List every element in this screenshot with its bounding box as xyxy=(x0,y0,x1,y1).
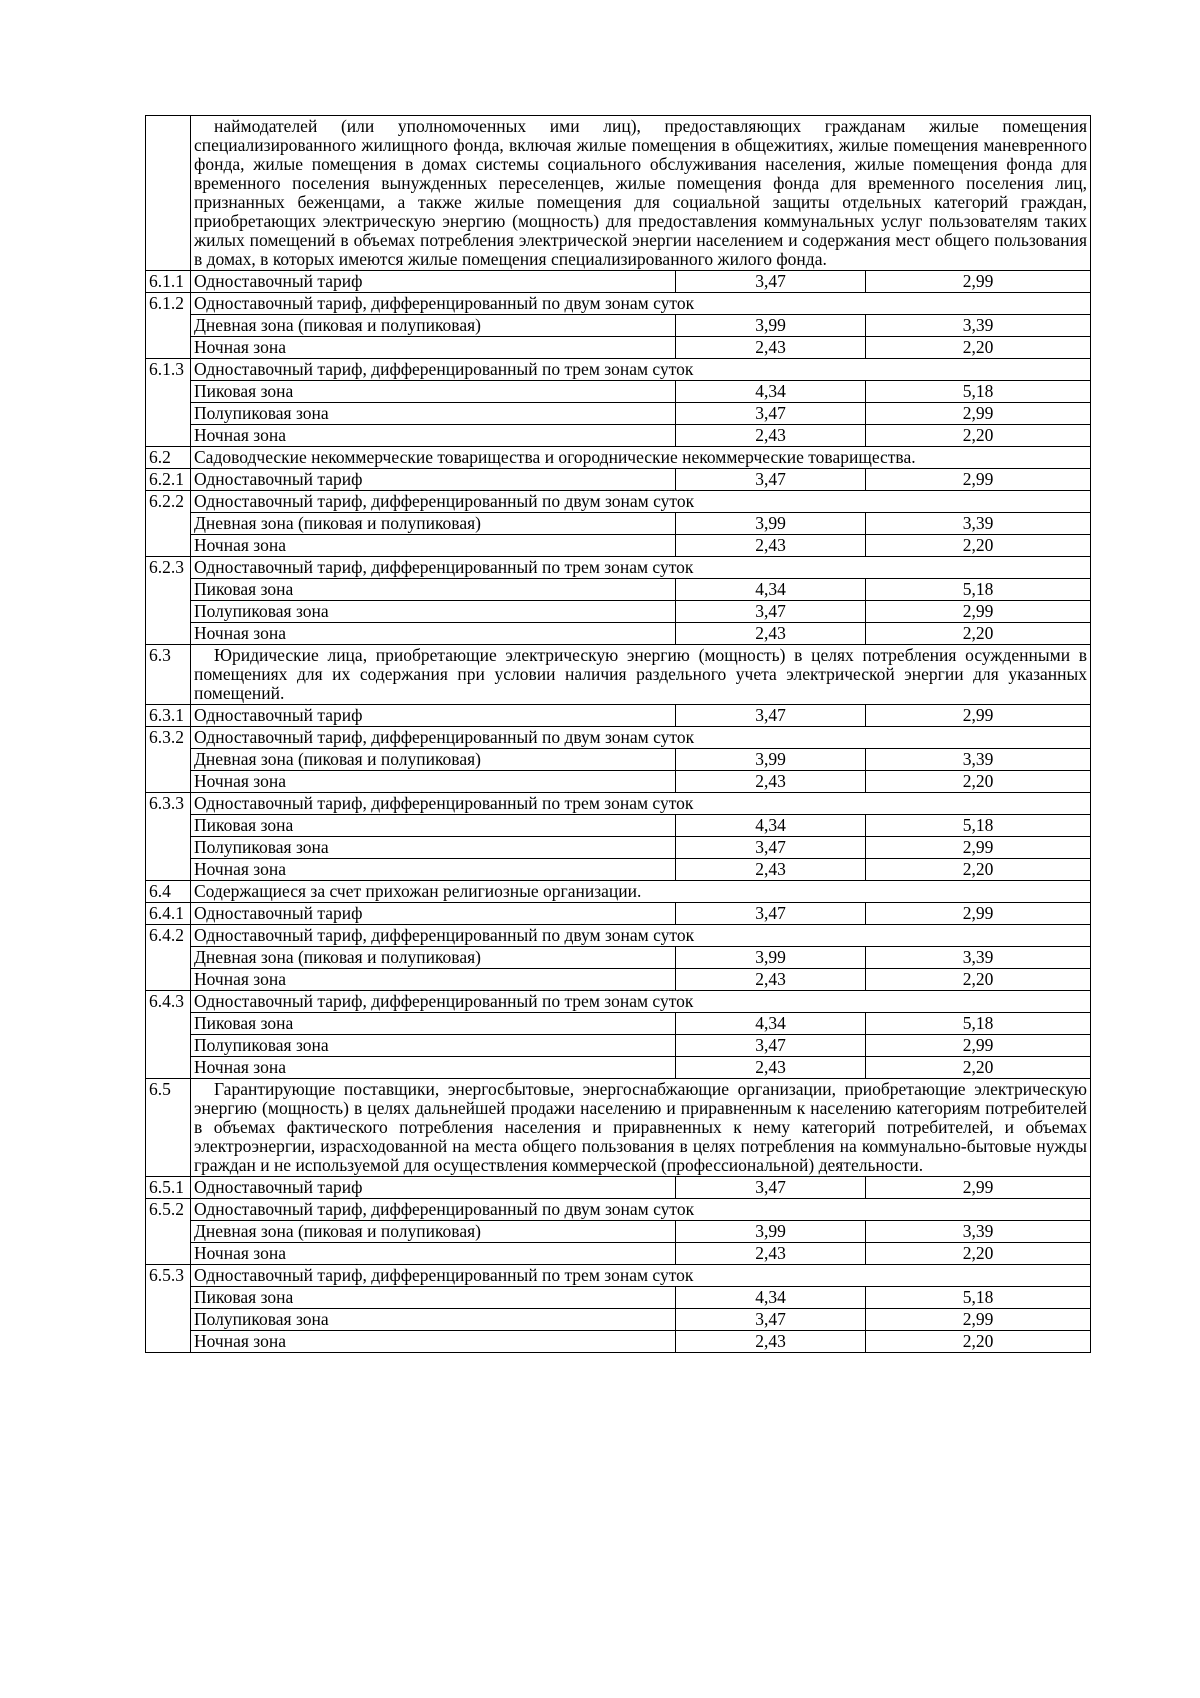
tariff-name: Одноставочный тариф xyxy=(191,903,676,925)
night-zone-row xyxy=(146,1243,1091,1265)
tariff-value-2: 5,18 xyxy=(866,815,1091,837)
tariff-value-1: 2,43 xyxy=(676,623,866,645)
tariff-value-2: 3,39 xyxy=(866,749,1091,771)
tariff-value-1: 3,99 xyxy=(676,947,866,969)
tariff-value-1: 3,99 xyxy=(676,315,866,337)
tariff-name: Одноставочный тариф, дифференцированный по трем зонам суток xyxy=(191,557,1091,579)
tariff-value-2: 5,18 xyxy=(866,579,1091,601)
tariff-name: Полупиковая зона xyxy=(191,1035,676,1057)
section-title: Гарантирующие поставщики, энергосбытовые, энергоснабжающие организации, приобретающие электрическую энергию (мощность) в целях дальнейшей продажи населению и приравненным к населению категориям потребителей в объемах фактического потребления населения и приравненных к нему категорий потребителей, и объемах электроэнергии, израсходованной на места общего пользования в целях потребления на коммунально-бытовые нужды граждан и не используемой для осуществления коммерческой (профессиональной) деятельности. xyxy=(191,1079,1091,1177)
tariff-value-1: 4,34 xyxy=(676,381,866,403)
single-rate-row xyxy=(146,271,1091,293)
intro-num-cell xyxy=(146,116,191,271)
three-zone-header-row xyxy=(146,793,1091,815)
night-zone-row xyxy=(146,1331,1091,1353)
tariff-value-1: 4,34 xyxy=(676,1013,866,1035)
tariff-value-2: 2,20 xyxy=(866,1243,1091,1265)
tariff-value-2: 2,20 xyxy=(866,771,1091,793)
tariff-name: Ночная зона xyxy=(191,771,676,793)
tariff-value-1: 2,43 xyxy=(676,1243,866,1265)
tariff-code: 6.1.2 xyxy=(146,293,191,359)
tariff-name: Ночная зона xyxy=(191,969,676,991)
section-number: 6.3 xyxy=(146,645,191,705)
tariff-name: Ночная зона xyxy=(191,337,676,359)
tariff-value-2: 2,20 xyxy=(866,969,1091,991)
tariff-name: Дневная зона (пиковая и полупиковая) xyxy=(191,1221,676,1243)
tariff-value-1: 3,47 xyxy=(676,1177,866,1199)
tariff-name: Пиковая зона xyxy=(191,579,676,601)
night-zone-row xyxy=(146,859,1091,881)
tariff-value-1: 2,43 xyxy=(676,535,866,557)
tariff-value-1: 3,47 xyxy=(676,601,866,623)
tariff-code: 6.2.2 xyxy=(146,491,191,557)
tariff-value-2: 2,20 xyxy=(866,337,1091,359)
single-rate-row xyxy=(146,469,1091,491)
tariff-table-body xyxy=(146,116,1091,1353)
tariff-code: 6.1.3 xyxy=(146,359,191,447)
day-zone-row xyxy=(146,1221,1091,1243)
tariff-code: 6.4.2 xyxy=(146,925,191,991)
tariff-code: 6.2.3 xyxy=(146,557,191,645)
three-zone-header-row xyxy=(146,1265,1091,1287)
tariff-name: Одноставочный тариф, дифференцированный по трем зонам суток xyxy=(191,359,1091,381)
tariff-name: Полупиковая зона xyxy=(191,1309,676,1331)
tariff-value-2: 2,99 xyxy=(866,1309,1091,1331)
tariff-value-1: 4,34 xyxy=(676,579,866,601)
tariff-name: Полупиковая зона xyxy=(191,403,676,425)
section-title: Садоводческие некоммерческие товарищества и огороднические некоммерческие товарищества. xyxy=(191,447,1091,469)
intro-text: наймодателей (или уполномоченных ими лиц), предоставляющих гражданам жилые помещения специализированного жилищного фонда, включая жилые помещения в общежитиях, жилые помещения маневренного фонда, жилые помещения в домах системы социального обслуживания населения, жилые помещения фонда для временного поселения вынужденных переселенцев, жилые помещения фонда для временного поселения лиц, признанных беженцами, а также жилые помещения для социальной защиты отдельных категорий граждан, приобретающих электрическую энергию (мощность) для предоставления коммунальных услуг пользователям таких жилых помещений в объемах потребления электрической энергии населением и содержания мест общего пользования в домах, в которых имеются жилые помещения специализированного жилого фонда. xyxy=(191,116,1091,271)
tariff-value-1: 3,47 xyxy=(676,837,866,859)
tariff-value-1: 2,43 xyxy=(676,425,866,447)
half-peak-zone-row xyxy=(146,837,1091,859)
tariff-value-1: 3,47 xyxy=(676,403,866,425)
tariff-name: Пиковая зона xyxy=(191,1013,676,1035)
two-zone-header-row xyxy=(146,925,1091,947)
intro-row xyxy=(146,116,1091,271)
peak-zone-row xyxy=(146,579,1091,601)
tariff-value-1: 4,34 xyxy=(676,815,866,837)
tariff-value-2: 2,20 xyxy=(866,535,1091,557)
tariff-value-2: 3,39 xyxy=(866,315,1091,337)
tariff-value-2: 5,18 xyxy=(866,381,1091,403)
tariff-code: 6.5.2 xyxy=(146,1199,191,1265)
tariff-value-2: 2,99 xyxy=(866,1035,1091,1057)
two-zone-header-row xyxy=(146,293,1091,315)
tariff-code: 6.4.1 xyxy=(146,903,191,925)
three-zone-header-row xyxy=(146,557,1091,579)
half-peak-zone-row xyxy=(146,601,1091,623)
single-rate-row xyxy=(146,705,1091,727)
section-title-row xyxy=(146,447,1091,469)
tariff-value-2: 2,99 xyxy=(866,903,1091,925)
section-title: Юридические лица, приобретающие электрическую энергию (мощность) в целях потребления осужденными в помещениях для их содержания при условии наличия раздельного учета электрической энергии для указанных помещений. xyxy=(191,645,1091,705)
two-zone-header-row xyxy=(146,491,1091,513)
tariff-name: Ночная зона xyxy=(191,1331,676,1353)
tariff-name: Одноставочный тариф, дифференцированный по двум зонам суток xyxy=(191,293,1091,315)
single-rate-row xyxy=(146,903,1091,925)
section-title-row xyxy=(146,645,1091,705)
tariff-value-1: 2,43 xyxy=(676,337,866,359)
tariff-code: 6.3.1 xyxy=(146,705,191,727)
section-number: 6.2 xyxy=(146,447,191,469)
tariff-value-2: 3,39 xyxy=(866,513,1091,535)
peak-zone-row xyxy=(146,1287,1091,1309)
tariff-name: Пиковая зона xyxy=(191,1287,676,1309)
tariff-page xyxy=(145,115,1090,1353)
tariff-value-2: 2,99 xyxy=(866,469,1091,491)
tariff-name: Ночная зона xyxy=(191,1057,676,1079)
tariff-value-1: 3,99 xyxy=(676,513,866,535)
tariff-value-2: 2,20 xyxy=(866,1057,1091,1079)
peak-zone-row xyxy=(146,381,1091,403)
two-zone-header-row xyxy=(146,727,1091,749)
tariff-value-2: 2,20 xyxy=(866,1331,1091,1353)
tariff-code: 6.5.1 xyxy=(146,1177,191,1199)
tariff-table xyxy=(145,115,1091,1353)
tariff-name: Одноставочный тариф, дифференцированный по трем зонам суток xyxy=(191,991,1091,1013)
night-zone-row xyxy=(146,969,1091,991)
night-zone-row xyxy=(146,1057,1091,1079)
half-peak-zone-row xyxy=(146,1309,1091,1331)
tariff-value-2: 2,99 xyxy=(866,403,1091,425)
three-zone-header-row xyxy=(146,991,1091,1013)
tariff-name: Одноставочный тариф, дифференцированный по трем зонам суток xyxy=(191,793,1091,815)
section-number: 6.5 xyxy=(146,1079,191,1177)
tariff-value-2: 2,99 xyxy=(866,705,1091,727)
tariff-code: 6.1.1 xyxy=(146,271,191,293)
tariff-name: Одноставочный тариф, дифференцированный по двум зонам суток xyxy=(191,727,1091,749)
tariff-name: Дневная зона (пиковая и полупиковая) xyxy=(191,315,676,337)
peak-zone-row xyxy=(146,1013,1091,1035)
tariff-name: Ночная зона xyxy=(191,859,676,881)
tariff-name: Пиковая зона xyxy=(191,381,676,403)
tariff-name: Дневная зона (пиковая и полупиковая) xyxy=(191,947,676,969)
tariff-name: Одноставочный тариф xyxy=(191,1177,676,1199)
night-zone-row xyxy=(146,425,1091,447)
night-zone-row xyxy=(146,623,1091,645)
night-zone-row xyxy=(146,771,1091,793)
tariff-value-2: 5,18 xyxy=(866,1013,1091,1035)
section-title-row xyxy=(146,1079,1091,1177)
tariff-value-2: 5,18 xyxy=(866,1287,1091,1309)
tariff-name: Одноставочный тариф, дифференцированный по трем зонам суток xyxy=(191,1265,1091,1287)
section-number: 6.4 xyxy=(146,881,191,903)
tariff-value-2: 3,39 xyxy=(866,947,1091,969)
tariff-value-1: 2,43 xyxy=(676,771,866,793)
half-peak-zone-row xyxy=(146,403,1091,425)
tariff-name: Пиковая зона xyxy=(191,815,676,837)
tariff-code: 6.4.3 xyxy=(146,991,191,1079)
tariff-name: Одноставочный тариф xyxy=(191,705,676,727)
tariff-name: Ночная зона xyxy=(191,1243,676,1265)
tariff-code: 6.5.3 xyxy=(146,1265,191,1353)
tariff-name: Полупиковая зона xyxy=(191,837,676,859)
tariff-name: Дневная зона (пиковая и полупиковая) xyxy=(191,513,676,535)
section-title: Содержащиеся за счет прихожан религиозные организации. xyxy=(191,881,1091,903)
tariff-value-1: 3,47 xyxy=(676,469,866,491)
tariff-value-1: 3,47 xyxy=(676,705,866,727)
tariff-value-2: 2,99 xyxy=(866,1177,1091,1199)
tariff-code: 6.3.2 xyxy=(146,727,191,793)
tariff-name: Одноставочный тариф xyxy=(191,271,676,293)
tariff-value-1: 3,47 xyxy=(676,1309,866,1331)
tariff-name: Полупиковая зона xyxy=(191,601,676,623)
three-zone-header-row xyxy=(146,359,1091,381)
tariff-name: Дневная зона (пиковая и полупиковая) xyxy=(191,749,676,771)
single-rate-row xyxy=(146,1177,1091,1199)
night-zone-row xyxy=(146,337,1091,359)
tariff-value-1: 2,43 xyxy=(676,859,866,881)
tariff-code: 6.3.3 xyxy=(146,793,191,881)
day-zone-row xyxy=(146,315,1091,337)
tariff-value-2: 2,20 xyxy=(866,859,1091,881)
day-zone-row xyxy=(146,513,1091,535)
tariff-name: Одноставочный тариф, дифференцированный по двум зонам суток xyxy=(191,491,1091,513)
tariff-value-1: 2,43 xyxy=(676,1057,866,1079)
two-zone-header-row xyxy=(146,1199,1091,1221)
tariff-name: Одноставочный тариф xyxy=(191,469,676,491)
tariff-value-2: 2,99 xyxy=(866,601,1091,623)
night-zone-row xyxy=(146,535,1091,557)
tariff-name: Одноставочный тариф, дифференцированный по двум зонам суток xyxy=(191,925,1091,947)
tariff-code: 6.2.1 xyxy=(146,469,191,491)
tariff-name: Ночная зона xyxy=(191,425,676,447)
day-zone-row xyxy=(146,947,1091,969)
tariff-value-1: 2,43 xyxy=(676,969,866,991)
tariff-value-2: 2,20 xyxy=(866,425,1091,447)
tariff-name: Ночная зона xyxy=(191,535,676,557)
half-peak-zone-row xyxy=(146,1035,1091,1057)
tariff-value-2: 2,99 xyxy=(866,837,1091,859)
tariff-value-2: 2,99 xyxy=(866,271,1091,293)
tariff-value-1: 3,47 xyxy=(676,1035,866,1057)
tariff-name: Ночная зона xyxy=(191,623,676,645)
section-title-row xyxy=(146,881,1091,903)
tariff-value-1: 4,34 xyxy=(676,1287,866,1309)
tariff-value-1: 2,43 xyxy=(676,1331,866,1353)
tariff-value-1: 3,47 xyxy=(676,903,866,925)
peak-zone-row xyxy=(146,815,1091,837)
tariff-value-2: 3,39 xyxy=(866,1221,1091,1243)
tariff-value-1: 3,99 xyxy=(676,1221,866,1243)
day-zone-row xyxy=(146,749,1091,771)
tariff-name: Одноставочный тариф, дифференцированный по двум зонам суток xyxy=(191,1199,1091,1221)
tariff-value-2: 2,20 xyxy=(866,623,1091,645)
tariff-value-1: 3,99 xyxy=(676,749,866,771)
tariff-value-1: 3,47 xyxy=(676,271,866,293)
